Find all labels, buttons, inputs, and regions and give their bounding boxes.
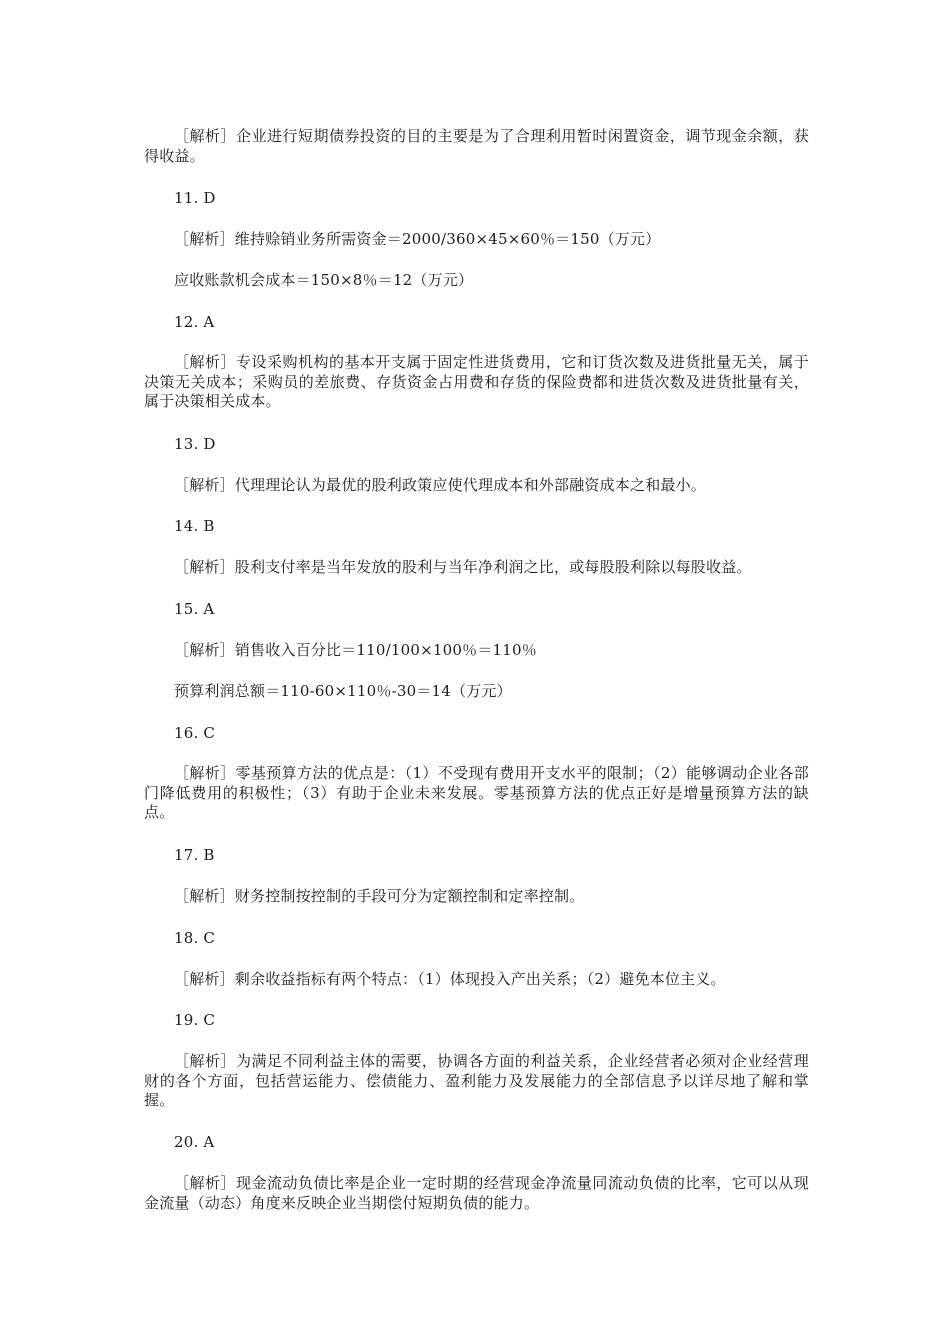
answer-11: 11. D <box>174 189 216 207</box>
analysis-10: ［解析］企业进行短期债券投资的目的主要是为了合理利用暂时闲置资金，调节现金余额，获得收益。 <box>144 127 809 165</box>
answer-17: 17. B <box>174 846 215 864</box>
answer-12: 12. A <box>174 313 215 331</box>
analysis-16: ［解析］零基预算方法的优点是：（1）不受现有费用开支水平的限制；（2）能够调动企业各部门降低费用的积极性；（3）有助于企业未来发展。零基预算方法的优点正好是增量预算方法的缺点。 <box>144 764 809 821</box>
analysis-15-line2: 预算利润总额＝110-60×110％-30＝14（万元） <box>174 682 512 700</box>
analysis-18: ［解析］剩余收益指标有两个特点：（1）体现投入产出关系；（2）避免本位主义。 <box>174 970 726 988</box>
analysis-11: ［解析］维持赊销业务所需资金＝2000/360×45×60％＝150（万元） <box>174 230 661 248</box>
answer-13: 13. D <box>174 435 216 453</box>
analysis-17: ［解析］财务控制按控制的手段可分为定额控制和定率控制。 <box>174 887 585 905</box>
analysis-15: ［解析］销售收入百分比＝110/100×100％＝110％ <box>174 641 537 659</box>
analysis-11-line2: 应收账款机会成本＝150×8％＝12（万元） <box>174 271 474 289</box>
answer-15: 15. A <box>174 600 215 618</box>
answer-16: 16. C <box>174 724 216 742</box>
answer-19: 19. C <box>174 1011 216 1029</box>
analysis-12: ［解析］专设采购机构的基本开支属于固定性进货费用，它和订货次数及进货批量无关，属于决策无关成本；采购员的差旅费、存货资金占用费和存货的保险费都和进货次数及进货批量有关，属于决策相关成本。 <box>144 353 809 410</box>
analysis-20: ［解析］现金流动负债比率是企业一定时期的经营现金净流量同流动负债的比率，它可以从现金流量（动态）角度来反映企业当期偿付短期负债的能力。 <box>144 1174 809 1212</box>
analysis-19: ［解析］为满足不同利益主体的需要，协调各方面的利益关系，企业经营者必须对企业经营理财的各个方面，包括营运能力、偿债能力、盈利能力及发展能力的全部信息予以详尽地了解和掌握。 <box>144 1052 809 1109</box>
analysis-13: ［解析］代理理论认为最优的股利政策应使代理成本和外部融资成本之和最小。 <box>174 476 707 494</box>
answer-18: 18. C <box>174 929 216 947</box>
answer-14: 14. B <box>174 517 215 535</box>
analysis-14: ［解析］股利支付率是当年发放的股利与当年净利润之比，或每股股利除以每股收益。 <box>174 558 752 576</box>
answer-20: 20. A <box>174 1133 215 1151</box>
